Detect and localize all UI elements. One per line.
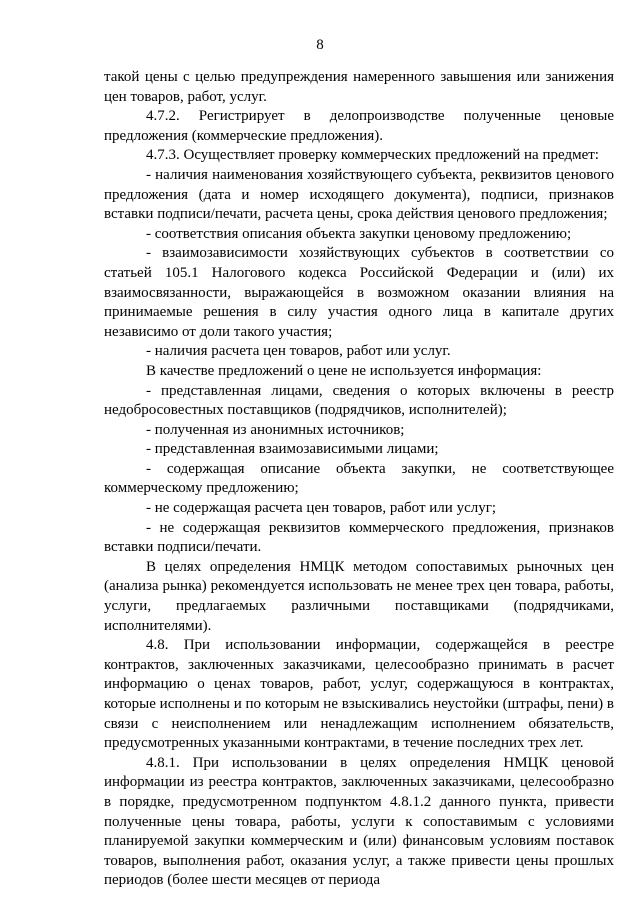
list-item: - взаимозависимости хозяйствующих субъектов в соответствии со статьей 105.1 Налогового кодекса Российской Федерации и (или) их взаимосвязанности, выражающейся в возможном оказании влияния на принимаемые решения в силу участия одного лица в капитале других независимо от доли такого участия;: [104, 245, 614, 340]
paragraph: такой цены с целью предупреждения намеренного завышения или занижения цен товаров, работ, услуг.: [104, 69, 614, 105]
paragraph: 4.8.1. При использовании в целях определения НМЦК ценовой информации из реестра контрактов, заключенных заказчиками, целесообразно в порядке, предусмотренном подпунктом 4.8.1.2 данного пункта, привести полученные цены товара, работы, услуги к сопоставимым с условиями планируемой закупки коммерческим и (или) финансовым условиям поставок товаров, выполнения работ, оказания услуг, а также привести цены прошлых периодов (более шести месяцев от периода: [104, 754, 614, 889]
paragraph: В целях определения НМЦК методом сопоставимых рыночных цен (анализа рынка) рекомендуется использовать не менее трех цен товара, работы, услуги, предлагаемых различными поставщиками (подрядчиками, исполнителями).: [104, 558, 614, 634]
paragraph: 4.8. При использовании информации, содержащейся в реестре контрактов, заключенных заказчиками, целесообразно принимать в расчет информацию о ценах товаров, работ, услуг, содержащуюся в контрактах, которые исполнены и по которым не взыскивались неустойки (штрафы, пени) в связи с неисполнением или ненадлежащим исполнением обязательств, предусмотренных указанными контрактами, в течение последних трех лет.: [104, 637, 614, 752]
list-item: - представленная взаимозависимыми лицами;: [146, 441, 439, 458]
page-number: 8: [316, 37, 324, 53]
list-item: - не содержащая реквизитов коммерческого предложения, признаков вставки подписи/печати.: [104, 519, 614, 556]
list-item: - содержащая описание объекта закупки, не соответствующее коммерческому предложению;: [104, 460, 614, 497]
list-item: - соответствия описания объекта закупки ценовому предложению;: [146, 225, 572, 242]
paragraph: 4.7.3. Осуществляет проверку коммерческих предложений на предмет:: [146, 147, 599, 164]
list-item: - не содержащая расчета цен товаров, работ или услуг;: [146, 500, 497, 517]
document-body: [104, 68, 614, 891]
paragraph: В качестве предложений о цене не используется информация:: [146, 362, 542, 379]
list-item: - полученная из анонимных источников;: [146, 421, 405, 438]
list-item: - представленная лицами, сведения о которых включены в реестр недобросовестных поставщиков (подрядчиков, исполнителей);: [104, 382, 614, 419]
paragraph: 4.7.2. Регистрирует в делопроизводстве полученные ценовые предложения (коммерческие предложения).: [104, 108, 614, 144]
list-item: - наличия расчета цен товаров, работ или услуг.: [146, 343, 451, 360]
list-item: - наличия наименования хозяйствующего субъекта, реквизитов ценового предложения (дата и номер исходящего документа), подписи, признаков вставки подписи/печати, расчета цены, срока действия ценового предложения;: [104, 166, 614, 223]
